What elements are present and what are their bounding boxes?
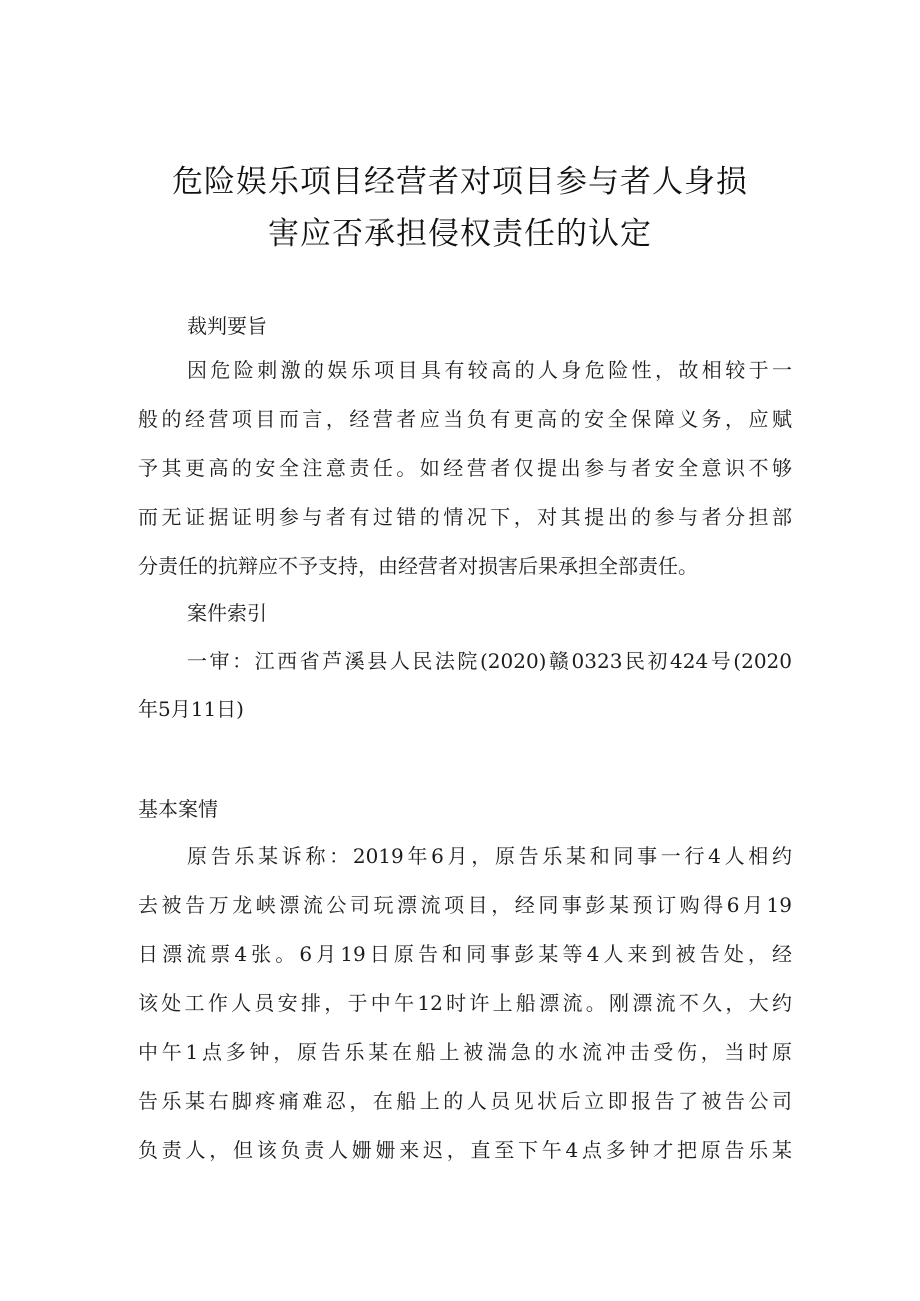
facts-line: 去被告万龙峡漂流公司玩漂流项目，经同事彭某预订购得6月19: [138, 893, 792, 917]
ruling-heading: 裁判要旨: [187, 314, 267, 338]
facts-line: 原告乐某诉称：2019年6月，原告乐某和同事一行4人相约: [187, 844, 792, 868]
title-line-1: 危险娱乐项目经营者对项目参与者人身损: [172, 164, 748, 200]
ruling-line: 因危险刺激的娱乐项目具有较高的人身危险性，故相较于一: [187, 358, 792, 382]
ruling-line: 予其更高的安全注意责任。如经营者仅提出参与者安全意识不够: [138, 456, 792, 480]
index-heading: 案件索引: [187, 601, 267, 625]
index-line: 年5月11日): [138, 697, 244, 721]
title-line-2: 害应否承担侵权责任的认定: [268, 216, 652, 252]
ruling-line: 而无证据证明参与者有过错的情况下，对其提出的参与者分担部: [138, 505, 792, 529]
facts-heading: 基本案情: [138, 797, 218, 821]
facts-line: 负责人，但该负责人姗姗来迟，直至下午4点多钟才把原告乐某: [138, 1138, 792, 1162]
facts-line: 告乐某右脚疼痛难忍，在船上的人员见状后立即报告了被告公司: [138, 1089, 792, 1113]
ruling-line: 分责任的抗辩应不予支持，由经营者对损害后果承担全部责任。: [138, 554, 698, 578]
facts-line: 日漂流票4张。6月19日原告和同事彭某等4人来到被告处，经: [138, 942, 792, 966]
document-title: [100, 156, 820, 260]
ruling-line: 般的经营项目而言，经营者应当负有更高的安全保障义务，应赋: [138, 407, 792, 431]
index-line: 一审：江西省芦溪县人民法院(2020)赣0323民初424号(2020: [187, 649, 792, 673]
facts-line: 该处工作人员安排，于中午12时许上船漂流。刚漂流不久，大约: [138, 991, 792, 1015]
facts-line: 中午1点多钟，原告乐某在船上被湍急的水流冲击受伤，当时原: [138, 1040, 792, 1064]
